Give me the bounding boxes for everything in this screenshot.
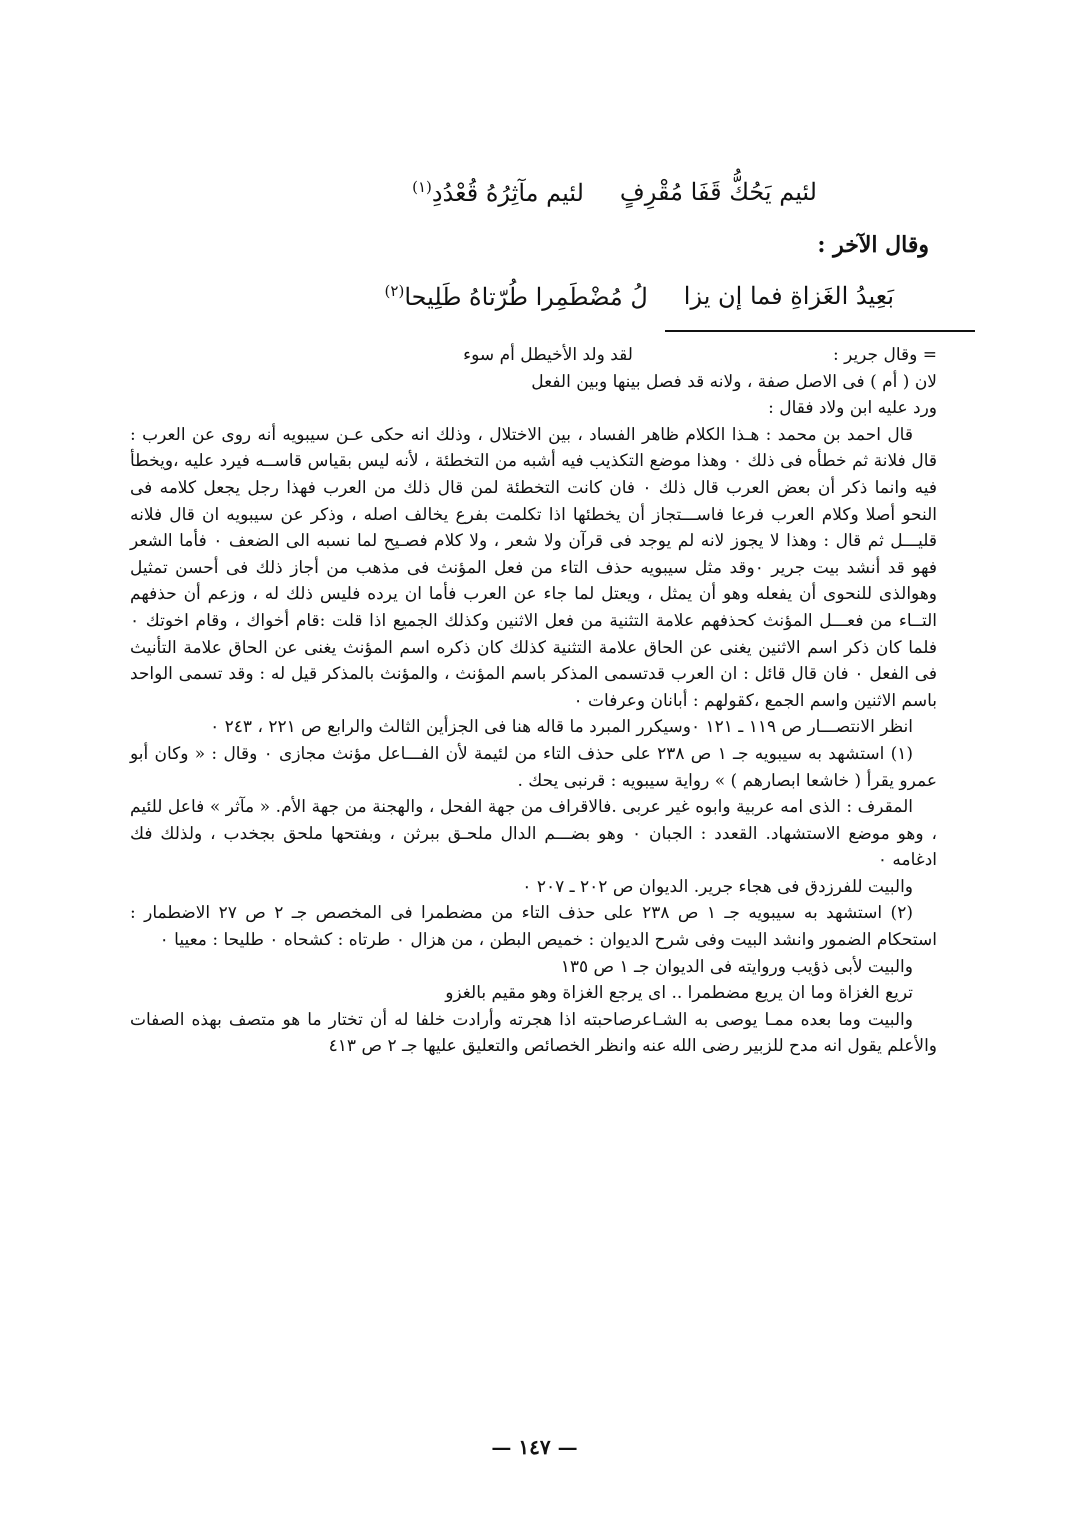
footnote-2: (٢) استشهد به سيبويه جـ ١ ص ٢٣٨ على حذف التاء من مضطمرا فى المخصص جـ ٢ ص ٢٧ الاضطمار : استحكام الضمور وانشد البيت وفى شرح الديوان : خميص البطن ، من هزال ٠ طرتاه : كشحاه ٠ طليحا : معييا ٠	[130, 903, 937, 951]
note-line: والبيت لأبى ذؤيب وروايته فى الديوان جـ ١ ص ١٣٥	[560, 956, 913, 977]
verse-2-hemistich-1: بَعِيدُ الغَزاةِ فما إن يزا	[683, 282, 894, 310]
footnote-1: (١) استشهد به سيبويه جـ ١ ص ٢٣٨ على حذف التاء من لئيمة لأن الفـــاعل مؤنث مجازى ٠ وقال : « وكان أبو عمرو يقرأ ( خاشعا ابصارهم ) » رواية سيبويه : قرنبى يحك .	[130, 743, 937, 791]
page-number: — ١٤٧ —	[491, 1435, 578, 1459]
note-paragraph: قال احمد بن محمد : هـذا الكلام ظاهر الفساد ، بين الاختلال ، وذلك انه حكى عـن سيبويه أنه روى عن العرب : قال فلانة ثم خطأه فى ذلك ٠ وهذا موضع التكذيب فيه أشبه من التخطئة ، لأنه ليس بقياس قاســه فيرد عليه ،ويخطأ فيه وانما ذكر أن بعض العرب قال ذلك ٠ فان كانت التخطئة لمن قال ذلك من العرب فهذا رجل يجعل كلامه فى النحو أصلا وكلام العرب فرعا فاســـتجاز أن يخطئها اذا تكلمت بفرع يخالف اصله ، وذكر عن سيبويه ان قال فلانه قليـــل ثم قال : وهذا لا يجوز لانه لم يوجد فى قرآن ولا شعر ، ولا كلام فصـيح لما نسبه الى الضعف ٠ فأما الشعر فهو قد أنشد بيت جرير ٠وقد مثل سيبويه حذف التاء من فعل المؤنث فى مذهب من أجاز ذلك فى أحسن تمثيل وهوالذى للنحوى أن يفعله وهو أن يمثل ، ويعتل لما جاء عن العرب فأما ان يرده فليس ذلك له ، وزعم أن حذفهم التــاء من فعـــل المؤنث كحذفهم علامة التثنية من فعل الاثنين وكذلك الجميع اذا قلت :قام أخواك ، وقام اخوتك ٠ فلما كان ذكر اسم الاثنين يغنى عن الحاق علامة التثنية كذلك كان ذكره اسم المؤنث يغنى عن الحاق علامة التأنيث فى الفعل ٠ فان قال قائل : ان العرب قدتسمى المذكر باسم المؤنث ، والمؤنث بالمذكر قيل له : وقد تسمى الواحد باسم الاثنين واسم الجمع ،كقولهم : أبانان وعرفات ٠	[130, 424, 938, 711]
note-paragraph: انظر الانتصـــار ص ١١٩ ـ ١٢١ ٠وسيكرر المبرد ما قاله هنا فى الجزأين الثالث والرابع ص ٢٢١ ، ٢٤٣ ٠	[210, 717, 913, 738]
verse-1-hemistich-2: لئيم مآثِرُهُ قُعْدُدِ$^{(١)}$	[412, 178, 584, 207]
note-paragraph: المقرف : الذى امه عربية وابوه غير عربى .فالاقراف من جهة الفحل ، والهجنة من جهة الأم. « مآثر » فاعل للئيم ، وهو موضع الاستشهاد. القعدد : الجبان ٠ وهو بضـــم الدال ملحـق ببرثن ، وبفتحها ملحق بجخدب ، ولذلك فك ادغامه ٠	[130, 797, 938, 871]
verse-2	[385, 282, 894, 311]
footnote-mark-1: (١)	[412, 178, 432, 196]
jarir-intro: = وقال جرير :	[832, 345, 937, 365]
verse-2-hemistich-2: لُ مُضْطَمِرا طُرّتاهُ طَلِيحا$^{(٢)}$	[384, 282, 648, 311]
jarir-quote: لقد ولد الأخيطل أم سوء	[463, 345, 633, 365]
jarir-line	[130, 342, 937, 369]
note-line: لان ( أم ) فى الاصل صفة ، ولانه قد فصل بينها وبين الفعل	[531, 371, 937, 392]
verse-1-hemistich-1: لئيم يَحُكُّ قَفَا مُقْرِفٍ	[619, 178, 817, 206]
note-line: تريع الغزاة وما ان يريع مضطمرا .. اى يرجع الغزاة وهو مقيم بالغزو	[445, 983, 913, 1004]
note-paragraph: والبيت وما بعده ممـا يوصى به الشـاعرصاحبته اذا هجرته وأرادت خلفا له أن تختار ما هو متصف بهذه الصفات والأعلم يقول انه مدح للزبير رضى الله عنه وانظر الخصائص والتعليق عليها جـ ٢ ص ٤١٣	[130, 1009, 937, 1057]
note-line: ورد عليه ابن ولاد فقال :	[768, 398, 937, 419]
footnote-mark-2: (٢)	[384, 282, 405, 300]
verse-2-intro: وقال الآخر :	[817, 232, 929, 258]
note-line: والبيت للفرزدق فى هجاء جرير. الديوان ص ٢٠٢ ـ ٢٠٧ ٠	[522, 876, 913, 897]
footnotes	[130, 342, 937, 1060]
footnote-separator	[665, 330, 975, 332]
verse-1	[412, 178, 817, 207]
